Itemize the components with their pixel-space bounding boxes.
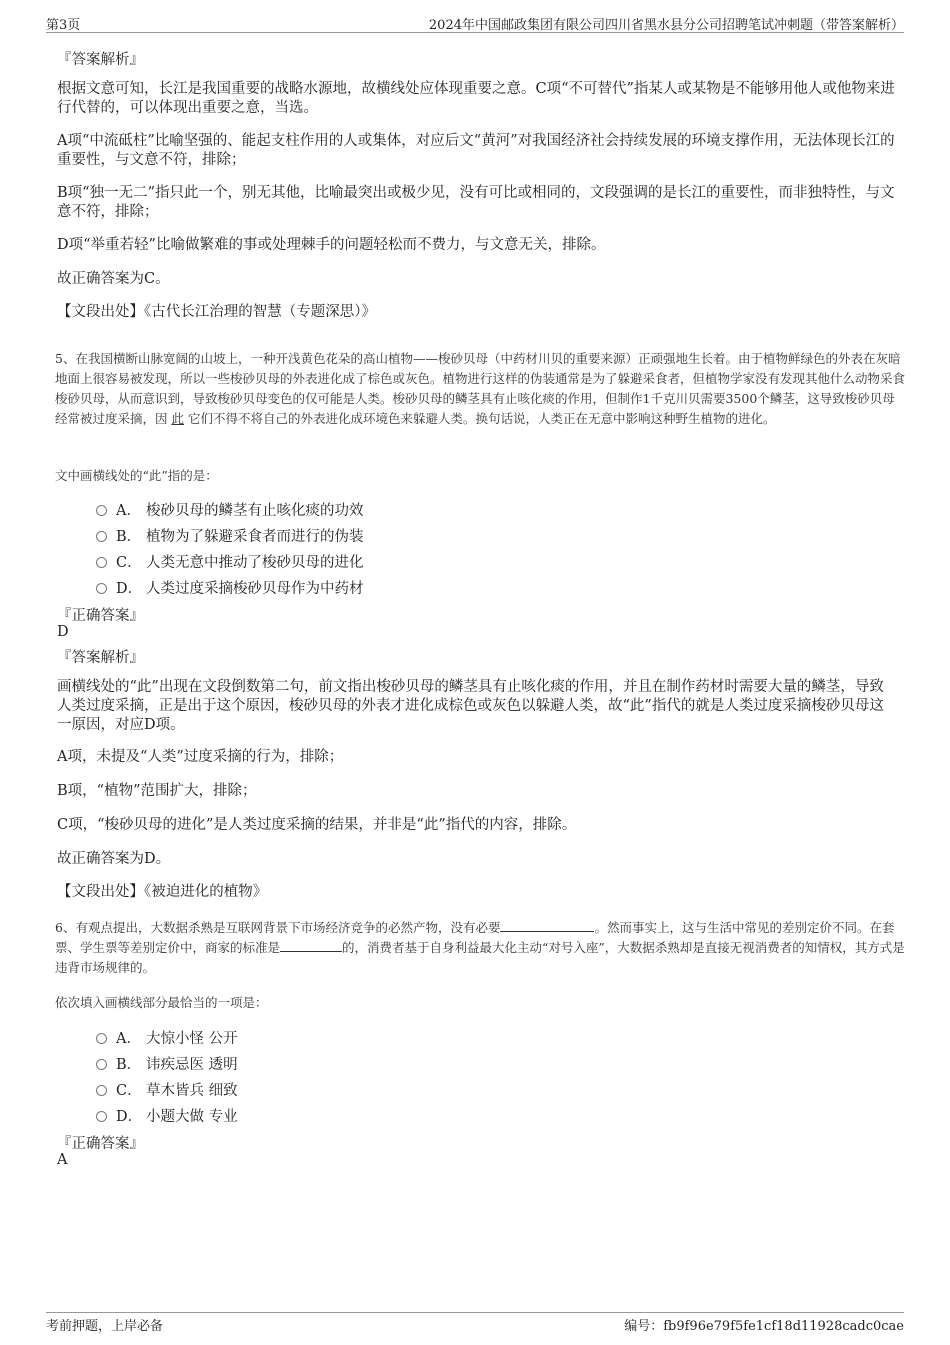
page-footer [46,1312,904,1337]
radio-icon[interactable] [96,1059,107,1070]
q5-option-a[interactable]: A． 梭砂贝母的鳞茎有止咳化痰的功效 [96,499,364,520]
q5-explain-p5: 故正确答案为D。 [57,851,171,867]
q5-option-c[interactable]: C． 人类无意中推动了梭砂贝母的进化 [96,551,364,572]
q4-explain-label: 『答案解析』 [57,52,144,68]
page-header [46,12,904,33]
q6-option-a[interactable]: A． 大惊小怪 公开 [96,1027,238,1048]
document-id: 编号：fb9f96e79f5fe1cf18d11928cadc0cae [624,1319,904,1334]
radio-icon[interactable] [96,505,107,516]
q4-explain-p2: A项“中流砥柱”比喻坚强的、能起支柱作用的人或集体，对应后文“黄河”对我国经济社会持续发展的环境支撑作用，无法体现长江的重要性，与文意不符，排除； [57,133,895,168]
q5-answer-label: 『正确答案』 [57,608,144,624]
q6-stem: 依次填入画横线部分最恰当的一项是： [55,995,268,1010]
footer-slogan: 考前押题，上岸必备 [46,1319,164,1334]
radio-icon[interactable] [96,1033,107,1044]
radio-icon[interactable] [96,531,107,542]
q5-option-d[interactable]: D． 人类过度采摘梭砂贝母作为中药材 [96,577,364,598]
q5-explain-p4: C项，“梭砂贝母的进化”是人类过度采摘的结果，并非是“此”指代的内容，排除。 [57,817,577,833]
q5-question-text: 5、在我国横断山脉宽阔的山坡上，一种开浅黄色花朵的高山植物——梭砂贝母（中药材川贝的重要来源）正顽强地生长着。由于植物鲜绿色的外表在灰暗地面上很容易被发现，所以一些梭砂贝母的外表进化成了棕色或灰色。植物进行这样的伪装通常是为了躲避采食者，但植物学家没有发现其他什么动物采食梭砂贝母，从而意识到，导致梭砂贝母变色的仅可能是人类。梭砂贝母的鳞茎具有止咳化痰的作用，但制作1千克川贝需要3500个鳞茎，这导致梭砂贝母经常被过度采摘，因 此 它们不得不将自己的外表进化成环境色来躲避人类。换句话说，人类正在无意中影响这种野生植物的进化。 [55,351,906,426]
q4-explain-p4: D项“举重若轻”比喻做繁难的事或处理棘手的问题轻松而不费力，与文意无关，排除。 [57,237,606,253]
q4-explain-p1: 根据文意可知，长江是我国重要的战略水源地，故横线处应体现重要之意。C项“不可替代”指某人或某物是不能够用他人或他物来进行代替的，可以体现出重要之意，当选。 [57,81,895,116]
q5-answer: D [57,624,69,640]
q5-explain-p3: B项，“植物”范围扩大，排除； [57,783,257,799]
radio-icon[interactable] [96,1085,107,1096]
q5-explain-p1: 画横线处的“此”出现在文段倒数第二句，前文指出梭砂贝母的鳞茎具有止咳化痰的作用，并且在制作药材时需要大量的鳞茎，导致人类过度采摘，正是出于这个原因，梭砂贝母的外表才进化成棕色或灰色以躲避人类，故“此”指代的就是人类过度采摘梭砂贝母这一原因，对应D项。 [57,679,884,733]
q4-explain-p3: B项“独一无二”指只此一个，别无其他，比喻最突出或极少见，没有可比或相同的，文段强调的是长江的重要性，而非独特性，与文意不符，排除； [57,185,895,220]
q5-explain-p2: A项，未提及“人类”过度采摘的行为，排除； [57,749,344,765]
radio-icon[interactable] [96,557,107,568]
q6-answer-label: 『正确答案』 [57,1136,144,1152]
page-number: 第3页 [46,18,81,33]
q6-question-text: 6、有观点提出，大数据杀熟是互联网背景下市场经济竞争的必然产物，没有必要 。然而事实上，这与生活中常见的差别定价不同。在套票、学生票等差别定价中，商家的标准是 的，消费者基于自身利益最大化主动“对号入座”，大数据杀熟却是直接无视消费者的知情权，其方式是违背市场规律的。 [55,920,905,975]
q5-underlined-word: 此 [171,411,185,426]
q5-source: 【文段出处】《被迫进化的植物》 [57,884,268,900]
document-title: 2024年中国邮政集团有限公司四川省黑水县分公司招聘笔试冲刺题（带答案解析） [428,18,904,33]
q4-explain-p5: 故正确答案为C。 [57,271,170,287]
q6-option-d[interactable]: D． 小题大做 专业 [96,1105,238,1126]
radio-icon[interactable] [96,583,107,594]
q5-explain-label: 『答案解析』 [57,650,144,666]
q5-option-b[interactable]: B． 植物为了躲避采食者而进行的伪装 [96,525,364,546]
radio-icon[interactable] [96,1111,107,1122]
q4-source: 【文段出处】《古代长江治理的智慧（专题深思）》 [57,304,376,320]
q5-stem: 文中画横线处的“此”指的是： [55,468,218,483]
q6-blank-2 [280,939,342,952]
q6-blank-1 [500,919,594,932]
q6-option-c[interactable]: C． 草木皆兵 细致 [96,1079,238,1100]
q6-option-b[interactable]: B． 讳疾忌医 透明 [96,1053,238,1074]
q6-answer: A [57,1152,68,1168]
